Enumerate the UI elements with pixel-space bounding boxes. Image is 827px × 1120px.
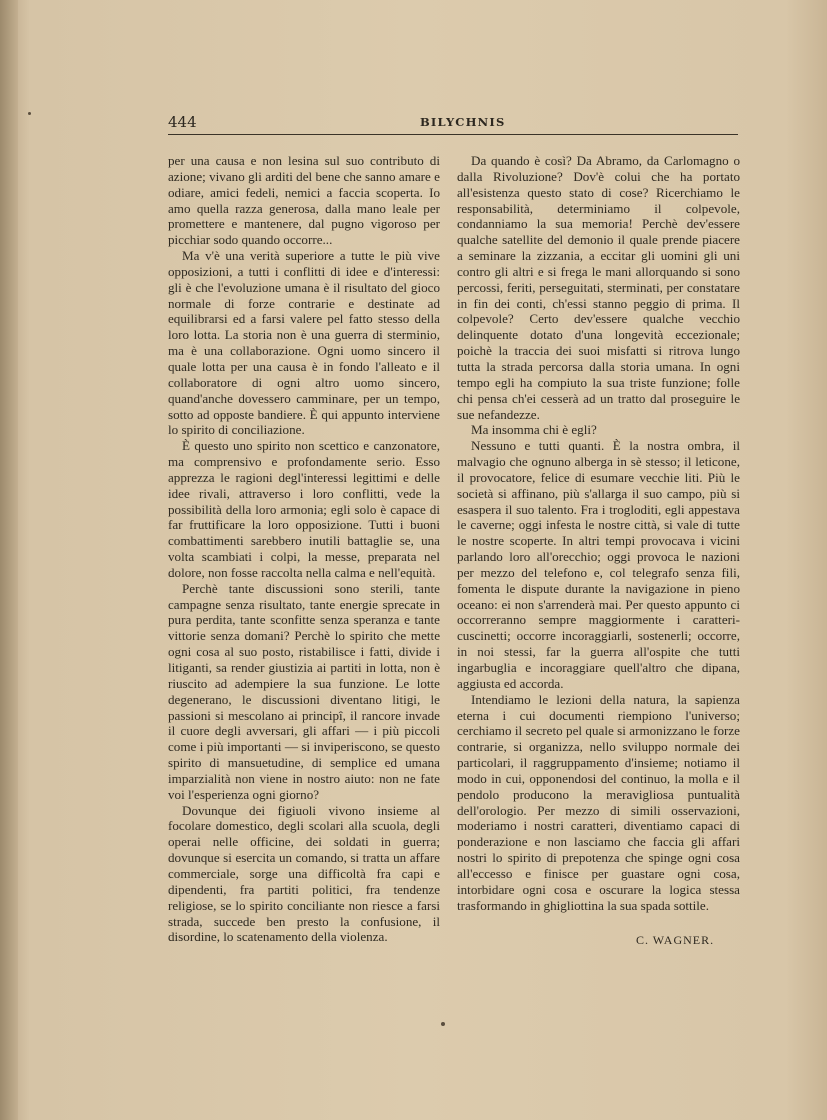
paragraph: per una causa e non lesina sul suo contributo di azione; vivano gli arditi del bene che sanno amare e odiare, amici fedeli, nemici a faccia scoperta. Io amo quella razza generosa, dalla mano leale per promettere e mantenere, dal pugno vigoroso per picchiar sodo quando occorre... (168, 153, 440, 248)
paragraph: È questo uno spirito non scettico e canzonatore, ma comprensivo e profondamente serio. Esso apprezza le ragioni degl'interessi legittimi e delle idee rivali, attraverso i loro conflitti, vede la possibilità della loro armonia; egli solo è capace di far fruttificare la loro opposizione. Tutti i buoni combattimenti sarebbero inutili battaglie se, una volta scambiati i colpi, la messe, preparata nel dolore, non fosse raccolta nella calma e nell'equità. (168, 438, 440, 580)
page-binding-edge (0, 0, 18, 1120)
paragraph: Dovunque dei figiuoli vivono insieme al focolare domestico, degli scolari alla scuola, degli operai nelle officine, dei soldati in guerra; dovunque si esercita un comando, si tratta un affare commerciale, sorge una difficoltà fra capi e dipendenti, fra partiti politici, fra tendenze religiose, se lo spirito conciliante non riesce a farsi strada, succede ben presto la confusione, il disordine, lo scatenamento della violenza. (168, 802, 440, 945)
ink-speck (28, 112, 31, 115)
paragraph: Perchè tante discussioni sono sterili, tante campagne senza risultato, tante energie sprecate in pura perdita, tante sconfitte senza speranza e tante vittorie senza domani? Perchè lo spirito che mette ogni cosa al suo posto, ristabilisce i fatti, divide i litiganti, sa render giustizia ai partiti in lotta, non è riuscito ad adempiere la sua funzione. Le lotte degenerano, le discussioni diventano litigi, le passioni si mescolano ai principî, il rancore invade il cuore degli avversari, gli affari — i più piccoli come i più importanti — si inviperiscono, se questo spirito di mansuetudine, di semplice ed umana imparzialità non viene in nostro aiuto: non ne fate voi l'esperienza ogni giorno? (168, 580, 440, 802)
paragraph: Da quando è così? Da Abramo, da Carlomagno o dalla Rivoluzione? Dov'è colui che ha portato all'esistenza questo stato di cose? Ricerchiamo le responsabilità, determiniamo il colpevole, condanniamo la sua memoria! Perchè dev'essere qualche satellite del demonio il quale prende piacere a seminare la zizzania, a eccitar gli uomini gli uni contro gli altri e si frega le mani allorquando si sono percossi, feriti, perseguitati, sterminati, per constatare in fin dei conti, ch'essi stanno peggio di prima. Il colpevole? Certo dev'essere qualche vecchio delinquente dotato d'una longevità eccezionale; poichè la traccia dei suoi misfatti si ritrova lungo tutta la strada percorsa dalla storia umana. In ogni tempo egli ha compiuto la sua triste funzione; folle chi pensa ch'ei cesserà ad un tratto dal proseguire le sue nefandezze. (457, 153, 740, 422)
paragraph: Nessuno e tutti quanti. È la nostra ombra, il malvagio che ognuno alberga in sè stesso; il leticone, il provocatore, felice di esumare vecchie liti. Più le società si affinano, più s'allarga il suo campo, più si esaspera il suo talento. Fra i trogloditi, egli appestava le caverne; oggi infesta le nostre città, si vale di tutte le nostre scoperte. In altri tempi provocava i vicini parlando loro all'orecchio; oggi provoca le nazioni per mezzo del telefono e, col telegrafo senza fili, fomenta le dispute durante la navigazione in pieno oceano: ei non s'arrenderà mai. Per questo appunto ci occorreranno sempre maggiormente i caratteri-cuscinetti; occorre incoraggiarli, sostenerli; occorre, in noi stessi, far la guerra all'ospite che tutti ingarbuglia e incoraggiare quell'altro che dipana, aggiusta ed accorda. (457, 438, 740, 691)
page-header (168, 112, 738, 135)
right-column (457, 153, 740, 914)
paragraph: Ma insomma chi è egli? (471, 422, 597, 438)
author-signature: C. WAGNER. (636, 933, 715, 947)
running-title: BILYCHNIS (420, 115, 506, 129)
paragraph: Ma v'è una verità superiore a tutte le più vive opposizioni, a tutti i conflitti di idee e d'interessi: gli è che l'evoluzione umana è il risultato del gioco normale di forze contrarie e destinate ad equilibrarsi ed a farsi valere pel fatto stesso della loro lotta. La storia non è una guerra di sterminio, ma è una collaborazione. Ogni uomo sincero il quale lotta per una causa è in fondo l'alleato e il collaboratore di ogni altro uomo sincero, quand'anche dovessero camminare, per un tempo, sotto ad opposte bandiere. È qui appunto interviene lo spirito di conciliazione. (168, 248, 440, 438)
left-column (168, 153, 440, 945)
page-number: 444 (168, 113, 197, 131)
ink-speck (441, 1022, 445, 1026)
paragraph: Intendiamo le lezioni della natura, la sapienza eterna i cui documenti riempiono l'universo; cerchiamo il secreto pel quale si armonizzano le forze contrarie, si organizza, nello sviluppo normale dei particolari, il raggruppamento d'insieme; notiamo il modo in cui, opponendosi del continuo, la molla e il pendolo producono la meravigliosa puntualità dell'orologio. Per mezzo di simili osservazioni, moderiamo i nostri caratteri, diventiamo capaci di ponderazione e non lasciamo che faccia gli affari nostri lo spirito di prepotenza che spinge ogni cosa all'eccesso e finisce per guastare ogni cosa, intorbidare ogni cosa e oscurare la logica stessa trasformando in ghigliottina la sua spada sottile. (457, 691, 740, 913)
